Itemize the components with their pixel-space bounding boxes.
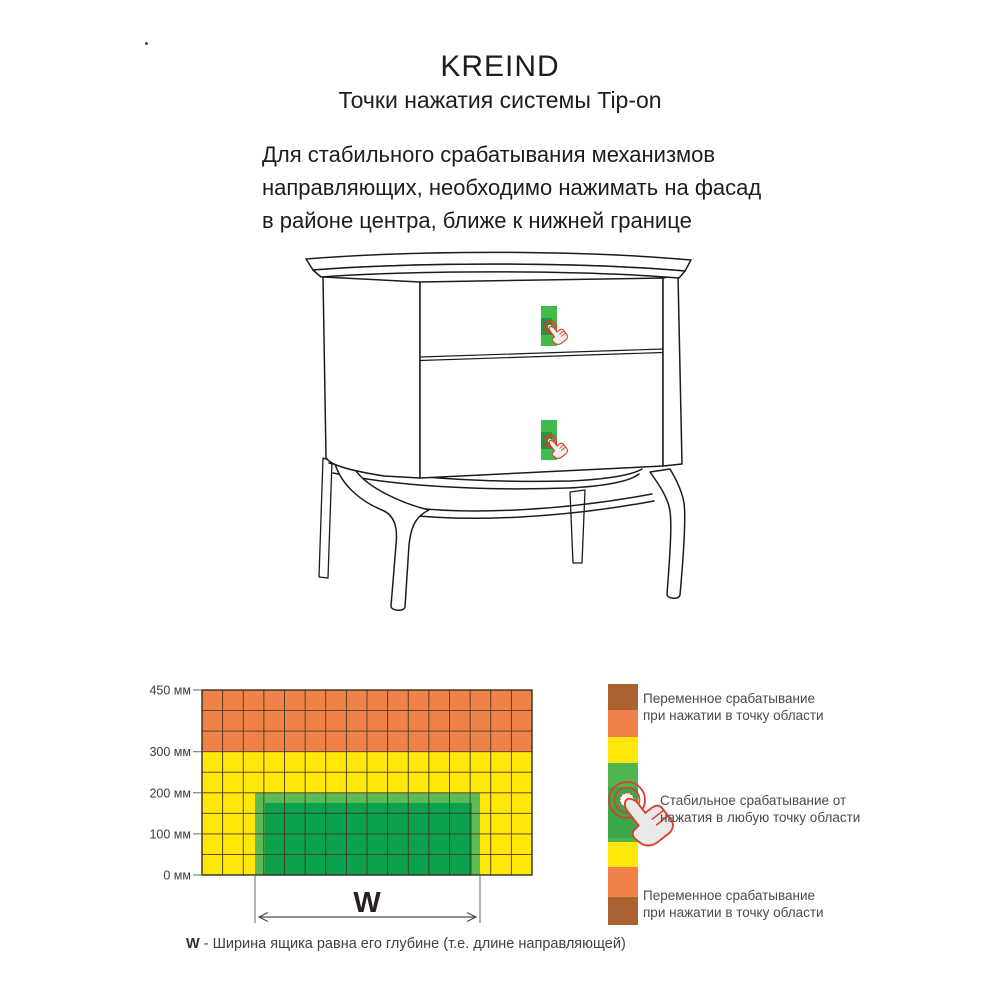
y-axis-ticks <box>193 690 202 875</box>
legend-item-variable-bottom <box>643 888 824 921</box>
y-axis-labels <box>149 684 191 883</box>
legend-line: при нажатии в точку области <box>643 707 824 723</box>
cabinet-line-art <box>306 252 691 610</box>
legend-seg-orange <box>608 867 638 897</box>
zone-green-dark <box>265 803 472 875</box>
width-dimension <box>255 875 480 923</box>
description-paragraph <box>262 138 782 237</box>
caption-text: - Ширина ящика равна его глубине (т.е. длине направляющей) <box>199 936 626 952</box>
tick-label: 300 мм <box>149 745 191 760</box>
legend-line: при нажатии в точку области <box>643 904 824 920</box>
legend-seg-brown <box>608 897 638 925</box>
legend-line: нажатия в любую точку области <box>660 809 861 825</box>
caption-w: W <box>186 936 200 952</box>
tick-label: 450 мм <box>149 683 191 698</box>
press-zone-chart <box>140 682 560 932</box>
legend-seg-yellow <box>608 737 638 763</box>
description-line: Для стабильного срабатывания механизмов <box>262 142 716 167</box>
brand-title: KREIND <box>440 50 560 83</box>
tick-label: 100 мм <box>149 827 191 842</box>
description-line: в районе центра, ближе к нижней границе <box>262 208 692 233</box>
tick-label: 200 мм <box>149 786 191 801</box>
nightstand-drawing <box>280 245 720 635</box>
legend-item-stable <box>660 793 860 826</box>
description-line: направляющих, необходимо нажимать на фасад <box>262 175 762 200</box>
legend-line: Стабильное срабатывание от <box>660 793 847 808</box>
legend-seg-orange <box>608 710 638 737</box>
legend-item-variable-top <box>643 691 824 724</box>
stray-mark <box>145 42 148 45</box>
tick-label: 0 мм <box>163 868 191 883</box>
chart-caption <box>186 936 626 952</box>
width-label: W <box>353 887 381 919</box>
page-title: Точки нажатия системы Tip-on <box>338 87 662 113</box>
legend-line: Переменное срабатывание <box>643 691 816 706</box>
legend-line: Переменное срабатывание <box>643 888 816 903</box>
legend-seg-brown <box>608 684 638 710</box>
